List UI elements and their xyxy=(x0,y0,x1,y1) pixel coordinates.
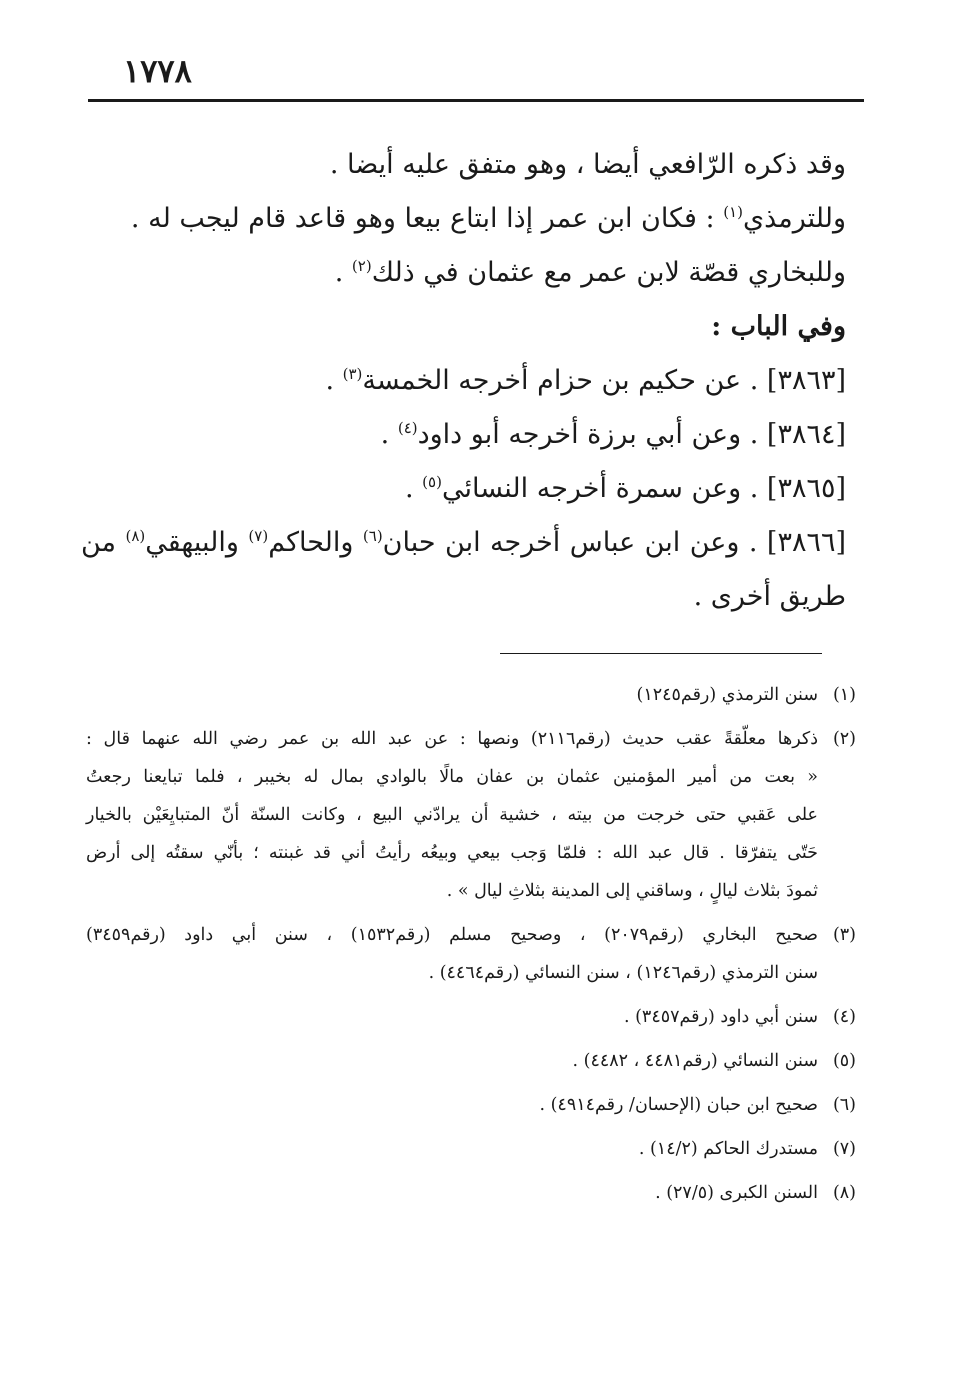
footnote-3 xyxy=(86,916,856,992)
footnotes xyxy=(86,676,856,1218)
footnote-ref-1[interactable]: (١) xyxy=(723,203,743,221)
footnote-8 xyxy=(86,1174,856,1212)
footnote-7 xyxy=(86,1130,856,1168)
footnote-ref-3[interactable]: (٣) xyxy=(342,365,363,383)
footnote-text: مستدرك الحاكم (١٤/٢) . xyxy=(638,1139,818,1159)
text-line-2: وللترمذي$^{(١)}$ : فكان ابن عمر إذا ابتاع بيعا وهو قاعد قام ليجب له . xyxy=(130,203,846,234)
footnote-number: (٨) xyxy=(832,1183,856,1203)
footnote-text: سنن الترمذي (رقم١٢٤٥) xyxy=(636,685,818,705)
header-rule xyxy=(88,99,864,102)
footnote-number: (٧) xyxy=(832,1139,856,1159)
footnote-text: ذكرها معلّقةً عقب حديث (رقم٢١١٦) ونصها : عن عبد الله بن عمر رضي الله عنهما قال : « بعت من أمير المؤمنين عثمان بن عفان مالًا بالوادي بمال له بخيبر ، فلما تبايعنا رجعتُ على عَقبي حتى خرجت من بيته ، خشية أن يرادّني البيع ، وكانت السنّة أنّ المتبايِعَيْن بالخيار حَتّى يتفرّقا . قال عبد الله : فلمّا وَجب بيعي وبيعُه رأيتُ أني قد غبنته ؛ بأنّي سقتُه إلى أرض ثمودَ بثلاث ليالٍ ، وساقني إلى المدينة بثلاثِ ليال » . xyxy=(86,729,818,901)
footnote-number: (٢) xyxy=(832,729,856,749)
footnote-number: (٣) xyxy=(832,925,856,945)
footnote-number: (١) xyxy=(832,685,856,705)
footnote-text: السنن الكبرى (٢٧/٥) . xyxy=(655,1183,818,1203)
footnote-text: سنن النسائي (رقم٤٤٨١ ، ٤٤٨٢) . xyxy=(572,1051,818,1071)
footnote-ref-4[interactable]: (٤) xyxy=(397,419,418,437)
footnote-ref-6[interactable]: (٦) xyxy=(362,527,383,545)
page-number: ١٧٧٨ xyxy=(123,52,192,90)
footnote-number: (٤) xyxy=(832,1007,856,1027)
footnote-separator xyxy=(500,653,822,654)
footnote-2 xyxy=(86,720,856,910)
footnote-1 xyxy=(86,676,856,714)
footnote-ref-8[interactable]: (٨) xyxy=(125,527,146,545)
footnote-6 xyxy=(86,1086,856,1124)
footnote-ref-2[interactable]: (٢) xyxy=(351,257,372,275)
text-line-continuation: طريق أخرى . xyxy=(693,581,846,612)
hadith-entry-3864: [٣٨٦٤] . وعن أبي برزة أخرجه أبو داود$^{(٤)}$ . xyxy=(380,419,846,450)
footnote-text: سنن أبي داود (رقم٣٤٥٧) . xyxy=(623,1007,818,1027)
hadith-entry-3866: [٣٨٦٦] . وعن ابن عباس أخرجه ابن حبان$^{(٦)}$ والحاكم$^{(٧)}$ والبيهقي$^{(٨)}$ من xyxy=(81,527,846,558)
footnote-text: صحيح البخاري (رقم٢٠٧٩) ، وصحيح مسلم (رقم١٥٣٢) ، سنن أبي داود (رقم٣٤٥٩) سنن الترمذي (رقم١٢٤٦) ، سنن النسائي (رقم٤٤٦٤) . xyxy=(86,925,818,983)
footnote-text: صحيح ابن حبان (الإحسان/ رقم٤٩١٤) . xyxy=(539,1095,818,1115)
footnote-ref-5[interactable]: (٥) xyxy=(422,473,442,491)
footnote-5 xyxy=(86,1042,856,1080)
text-line-3: وللبخاري قصّة لابن عمر مع عثمان في ذلك$^{(٢)}$ . xyxy=(334,257,846,288)
footnote-4 xyxy=(86,998,856,1036)
text-line-1: وقد ذكره الرّافعي أيضا ، وهو متفق عليه أيضا . xyxy=(329,149,846,180)
section-heading: وفي الباب : xyxy=(711,311,846,342)
main-text xyxy=(81,138,846,624)
footnote-ref-7[interactable]: (٧) xyxy=(248,527,269,545)
hadith-entry-3863: [٣٨٦٣] . عن حكيم بن حزام أخرجه الخمسة$^{(٣)}$ . xyxy=(325,365,846,396)
footnote-number: (٦) xyxy=(832,1095,856,1115)
footnote-number: (٥) xyxy=(832,1051,856,1071)
hadith-entry-3865: [٣٨٦٥] . وعن سمرة أخرجه النسائي$^{(٥)}$ . xyxy=(405,473,846,504)
